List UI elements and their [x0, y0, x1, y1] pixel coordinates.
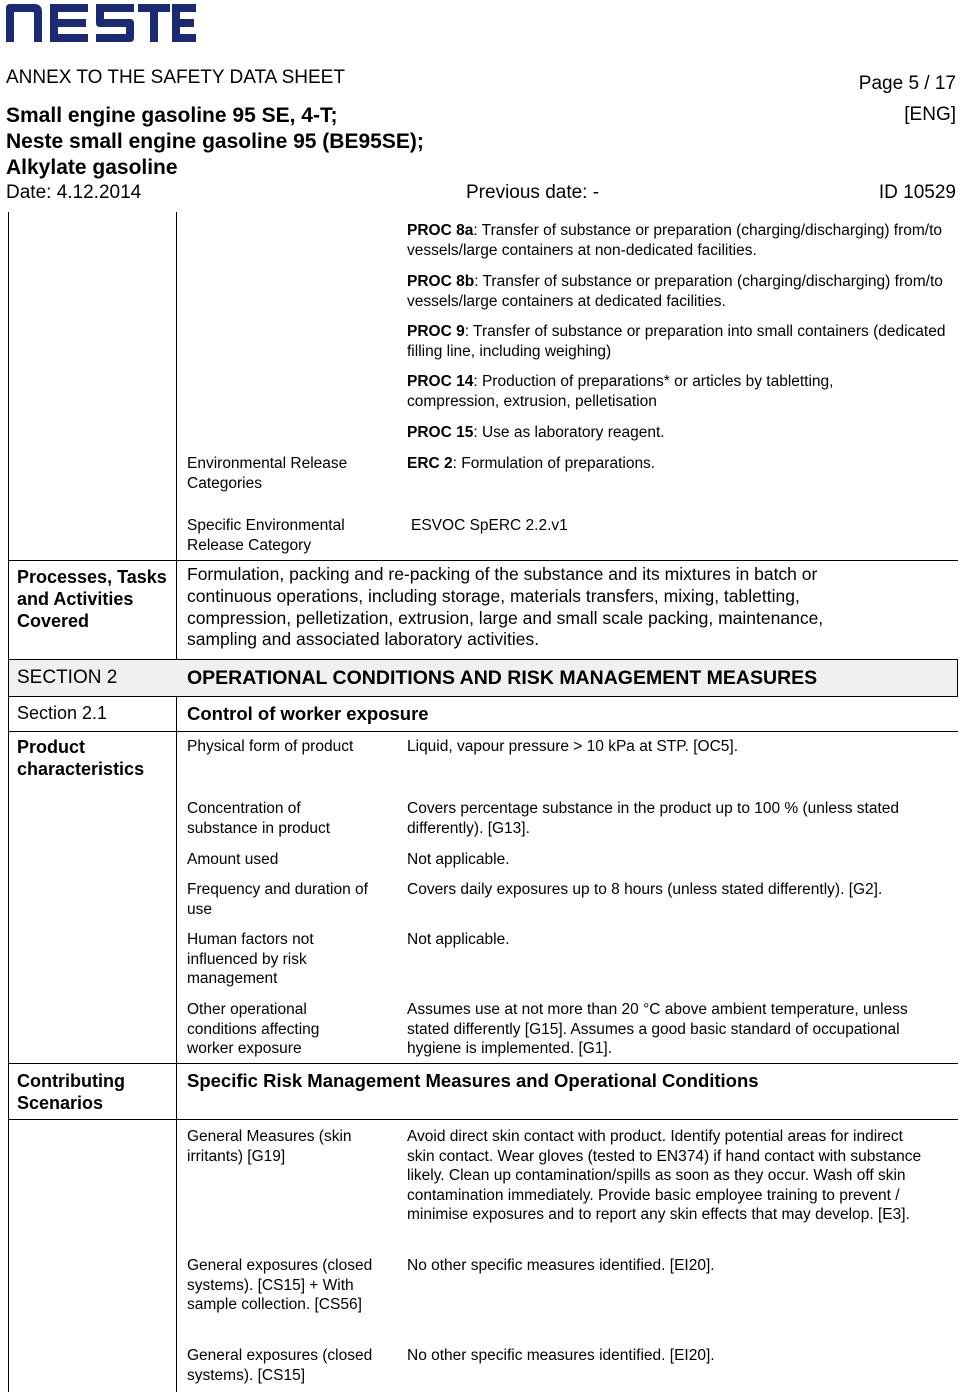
- proc-code: PROC 15: [407, 424, 474, 441]
- pc-row-label: Human factors not influenced by risk management: [187, 931, 314, 988]
- cs-row-label: General exposures (closed systems). [CS15] + With sample collection. [CS56]: [187, 1257, 373, 1314]
- contributing-title: Specific Risk Management Measures and Operational Conditions: [187, 1070, 759, 1091]
- pc-row-label: Frequency and duration of use: [187, 881, 368, 918]
- section21-label: Section 2.1: [17, 703, 108, 723]
- proc-item: [407, 272, 952, 311]
- pc-row-value: Covers daily exposures up to 8 hours (unless stated differently). [G2].: [407, 881, 883, 898]
- pc-row-value: Not applicable.: [407, 851, 510, 868]
- previous-date: Previous date: -: [466, 182, 600, 203]
- erc-label: Environmental Release Categories: [187, 455, 348, 492]
- pc-row-label: Physical form of product: [187, 738, 354, 755]
- product-name-2: Neste small engine gasoline 95 (BE95SE);: [6, 130, 424, 153]
- section2-right-border: [957, 659, 958, 697]
- product-name-3: Alkylate gasoline: [6, 156, 178, 179]
- neste-logo: [6, 4, 196, 42]
- proc-item: [407, 322, 952, 361]
- pc-row-label: Other operational conditions affecting worker exposure: [187, 1001, 320, 1058]
- processes-text: Formulation, packing and re-packing of the substance and its mixtures in batch or continuous operations, including storage, materials transfers, mixing, tabletting, compression, pelletization, extrusion, large and small scale packing, maintenance, sampling and associated laboratory activities.: [187, 564, 824, 650]
- pc-row-label: Amount used: [187, 851, 279, 868]
- pc-row-label: Concentration of substance in product: [187, 800, 331, 837]
- erc-text: : Formulation of preparations.: [452, 455, 656, 472]
- cs-row-label: General Measures (skin irritants) [G19]: [187, 1128, 352, 1165]
- proc-code: PROC 8b: [407, 273, 475, 290]
- annex-title: ANNEX TO THE SAFETY DATA SHEET: [6, 67, 345, 88]
- proc-item: [407, 221, 952, 260]
- pc-row-value: Liquid, vapour pressure > 10 kPa at STP. [OC5].: [407, 738, 738, 755]
- proc-item: [407, 423, 952, 443]
- section2-label: SECTION 2: [17, 667, 118, 688]
- page-number: Page 5 / 17: [858, 73, 956, 94]
- erc-code: ERC 2: [407, 455, 453, 472]
- divider-section2-top: [8, 659, 958, 660]
- section21-title: Control of worker exposure: [187, 703, 429, 724]
- pc-row-value: Assumes use at not more than 20 °C above ambient temperature, unless stated differently [G15]. Assumes a good basic standard of occupational hygiene is implemented. [G1].: [407, 1001, 908, 1058]
- language-tag: [ENG]: [904, 104, 956, 125]
- cs-row-value: No other specific measures identified. [EI20].: [407, 1347, 715, 1364]
- divider-processes: [8, 560, 958, 561]
- proc-text: : Transfer of substance or preparation into small containers (dedicated filling line, including weighing): [407, 323, 946, 360]
- sperc-label: Specific Environmental Release Category: [187, 517, 345, 554]
- product-characteristics-label: Product characteristics: [17, 737, 145, 779]
- issue-date: Date: 4.12.2014: [6, 182, 142, 203]
- erc-value: [407, 454, 952, 474]
- proc-item: [407, 372, 887, 411]
- sperc-value: ESVOC SpERC 2.2.v1: [411, 517, 568, 534]
- proc-text: : Transfer of substance or preparation (charging/discharging) from/to vessels/large containers at non-dedicated facilities.: [407, 222, 943, 259]
- section2-title: OPERATIONAL CONDITIONS AND RISK MANAGEMENT MEASURES: [187, 667, 818, 689]
- pc-row-value: Covers percentage substance in the product up to 100 % (unless stated differently). [G13].: [407, 800, 899, 837]
- table-column-divider: [176, 212, 177, 1392]
- divider-contributing-bottom: [8, 1119, 958, 1120]
- divider-section21: [8, 731, 958, 732]
- proc-text: : Use as laboratory reagent.: [473, 424, 665, 441]
- divider-section2-bottom: [8, 696, 958, 697]
- processes-label: Processes, Tasks and Activities Covered: [17, 567, 167, 631]
- proc-code: PROC 8a: [407, 222, 474, 239]
- cs-row-value: Avoid direct skin contact with product. Identify potential areas for indirect skin contact. Wear gloves (tested to EN374) if hand contact with substance likely. Clean up contamination/spills as soon as they occur. Wash off skin contamination immediately. Provide basic employee training to prevent / minimise exposures and to report any skin effects that may develop. [E3].: [407, 1128, 922, 1224]
- product-name-1: Small engine gasoline 95 SE, 4-T;: [6, 104, 338, 127]
- proc-code: PROC 9: [407, 323, 465, 340]
- pc-row-value: Not applicable.: [407, 931, 510, 948]
- cs-row-value: No other specific measures identified. [EI20].: [407, 1257, 715, 1274]
- contributing-scenarios-label: Contributing Scenarios: [17, 1071, 125, 1113]
- table-left-border: [8, 212, 9, 1392]
- proc-text: : Transfer of substance or preparation (charging/discharging) from/to vessels/large containers at dedicated facilities.: [407, 273, 943, 310]
- proc-code: PROC 14: [407, 373, 474, 390]
- proc-text: : Production of preparations* or articles by tabletting, compression, extrusion, pelletisation: [407, 373, 834, 410]
- cs-row-label: General exposures (closed systems). [CS15]: [187, 1347, 373, 1384]
- document-id: ID 10529: [878, 182, 956, 203]
- divider-contributing-top: [8, 1063, 958, 1064]
